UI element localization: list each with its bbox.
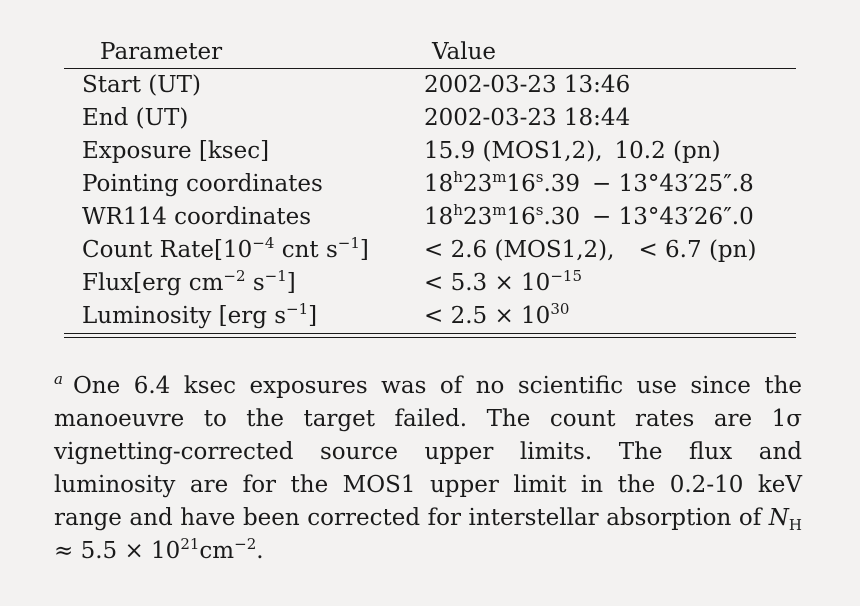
table-row-exposure <box>64 135 796 168</box>
param-cell: Exposure [ksec] <box>82 138 270 164</box>
table-row-pointing <box>64 168 796 201</box>
param-cell: Luminosity [erg $s^{-1}$] <box>82 300 318 329</box>
param-cell: Pointing coordinates <box>82 171 323 197</box>
table-row-start <box>64 69 796 102</box>
footnote-mark: a <box>54 370 63 388</box>
header-value: Value <box>432 39 496 65</box>
table-row-luminosity <box>64 300 796 333</box>
value-cell: 2002-03-23 18:44 <box>424 105 631 131</box>
param-cell: Count $Rate[10^{-4}$ cnt $s^{-1}$] <box>82 234 369 263</box>
table-header-row <box>64 36 796 68</box>
table-row-flux <box>64 267 796 300</box>
value-cell: 2002-03-23 13:46 <box>424 72 631 98</box>
value-cell: $18^h23^m16^s.39 - 13^\circ 43'25''.8$ <box>424 168 754 197</box>
parameter-table <box>64 36 796 338</box>
param-cell: Flux[erg $cm^{-2}$ $s^{-1}$] <box>82 267 296 296</box>
table-row-end <box>64 102 796 135</box>
table-row-wr114 <box>64 201 796 234</box>
value-cell: $18^h23^m16^s.30 - 13^\circ 43'26''.0$ <box>424 201 754 230</box>
header-parameter: Parameter <box>100 39 223 65</box>
value-cell: < $2.5 \times 10^{30}$ <box>424 300 570 329</box>
bottom-rule <box>64 333 796 338</box>
param-cell: End (UT) <box>82 105 189 131</box>
value-cell: 15.9 (MOS1,2), 10.2 (pn) <box>424 138 721 164</box>
table-row-count-rate <box>64 234 796 267</box>
value-cell: < 2.6 (MOS1,2), < 6.7 (pn) <box>424 237 757 263</box>
value-cell: < $5.3 \times 10^{-15}$ <box>424 267 582 296</box>
table-footnote: $^a$ One 6.4 ksec exposures was of no scientific use since the manoeuvre to the target failed. The count rates are 1σ vignetting-corrected source upper limits. The flux and luminosity are for the MOS1 upper limit in the 0.2-10 keV range and have been corrected for interstellar absorption of $N_H \approx 5.5 \times 10^{21}cm^{-2}$. <box>54 370 802 564</box>
param-cell: WR114 coordinates <box>82 204 312 230</box>
param-cell: Start (UT) <box>82 72 201 98</box>
